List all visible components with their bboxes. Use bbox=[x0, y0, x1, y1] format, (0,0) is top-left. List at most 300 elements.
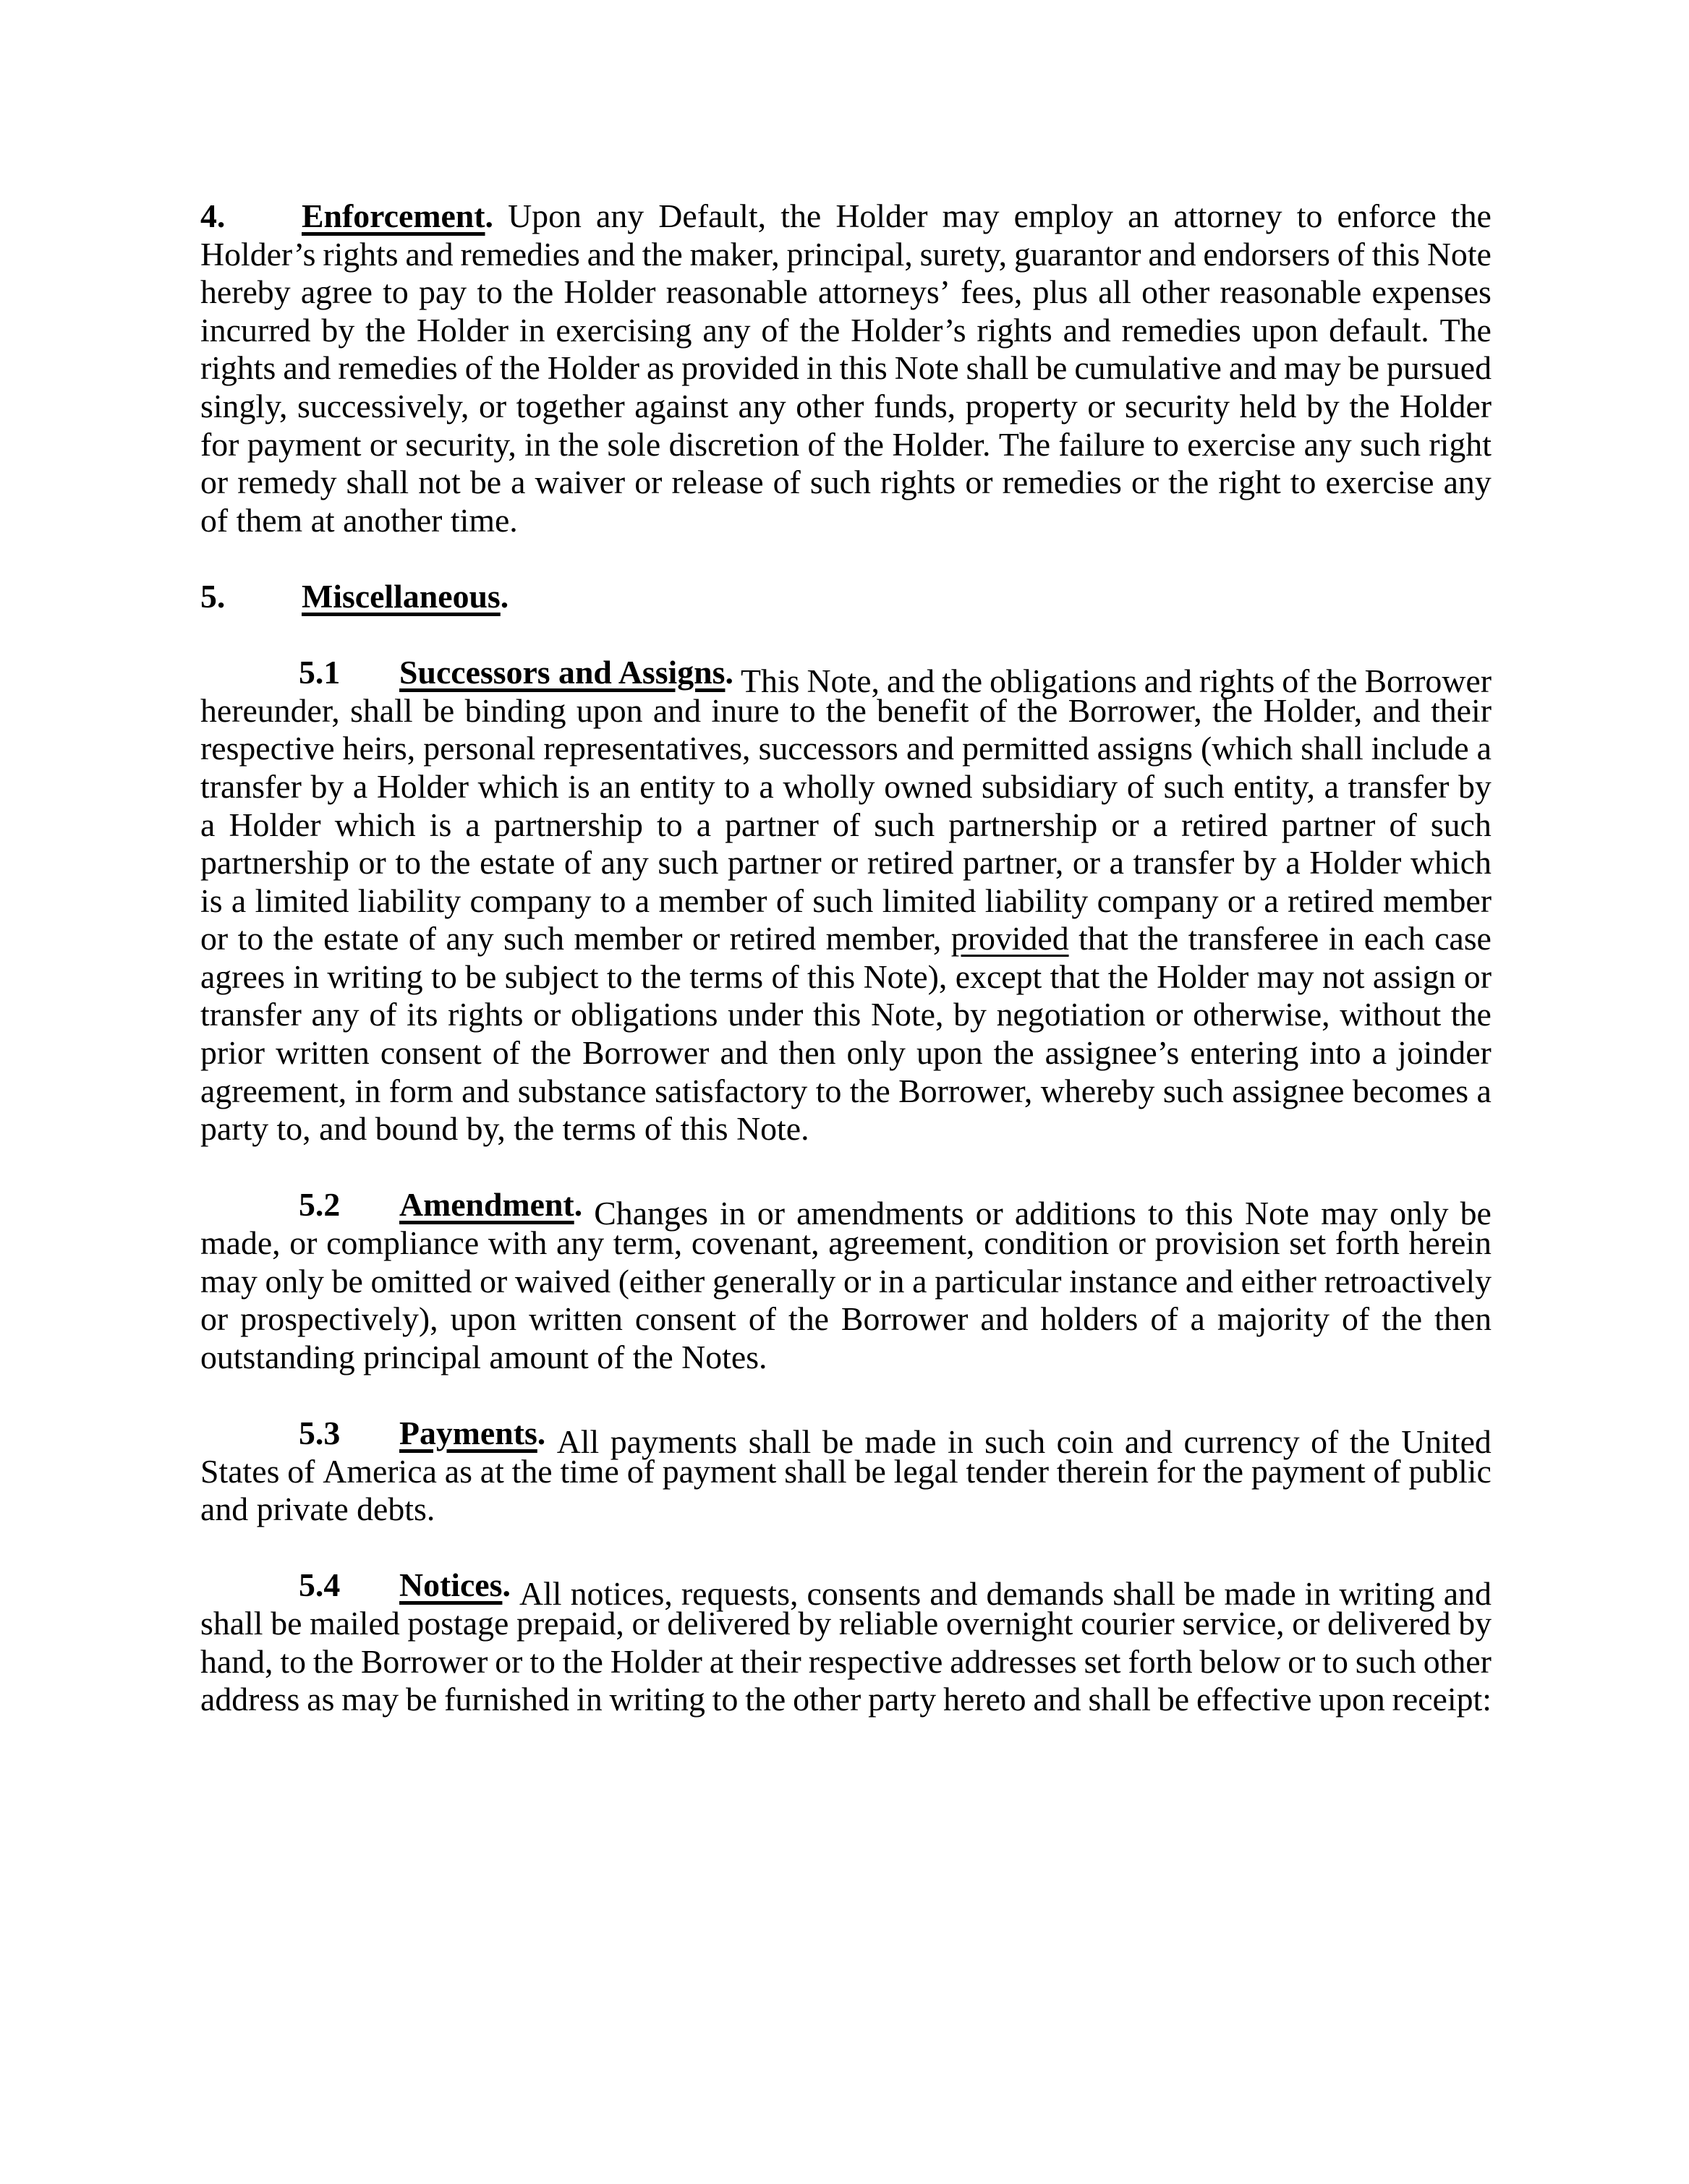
body-line bbox=[200, 1339, 1492, 1377]
word: estate bbox=[323, 920, 399, 957]
word: be bbox=[1348, 349, 1380, 387]
word: such bbox=[984, 1422, 1046, 1460]
word: right bbox=[1218, 464, 1281, 501]
word: majority bbox=[1217, 1300, 1330, 1338]
word: held bbox=[1239, 387, 1297, 425]
word: party bbox=[200, 1110, 269, 1148]
word: subsidiary bbox=[981, 767, 1118, 805]
word: rights bbox=[880, 464, 956, 501]
word: All bbox=[556, 1422, 600, 1460]
word: discretion bbox=[668, 425, 800, 463]
word: shall bbox=[966, 349, 1029, 387]
word: case bbox=[1434, 920, 1492, 957]
word: to bbox=[712, 1681, 739, 1718]
word: set bbox=[1289, 1224, 1327, 1262]
word: forth bbox=[1128, 1642, 1193, 1680]
word: a bbox=[1109, 844, 1124, 882]
section-title-wrap bbox=[399, 654, 733, 692]
word: and bbox=[587, 235, 635, 273]
word: funds, bbox=[873, 387, 956, 425]
word: permitted bbox=[962, 730, 1089, 767]
word: together bbox=[516, 387, 625, 425]
word: transfer bbox=[1348, 767, 1450, 805]
word: a bbox=[1264, 882, 1279, 919]
word: reasonable bbox=[665, 273, 808, 311]
word: the bbox=[1450, 996, 1492, 1033]
word: limited bbox=[882, 882, 977, 919]
word: attorney bbox=[1173, 197, 1282, 234]
word: whereby bbox=[1040, 1072, 1155, 1109]
section-number: 5.4 bbox=[299, 1566, 341, 1604]
word: set bbox=[1084, 1642, 1121, 1680]
word: remedies bbox=[1121, 311, 1241, 349]
word: such bbox=[812, 882, 874, 919]
word: or bbox=[533, 996, 561, 1033]
word: party bbox=[868, 1681, 937, 1718]
word: or bbox=[1111, 806, 1139, 843]
blank-line bbox=[200, 1376, 1492, 1415]
word: to bbox=[1153, 425, 1179, 463]
word: term, bbox=[613, 1224, 683, 1262]
word: terms bbox=[562, 1110, 637, 1148]
word: to bbox=[600, 882, 626, 919]
word: respective bbox=[200, 730, 335, 767]
word: payments bbox=[610, 1422, 738, 1460]
body-line bbox=[200, 844, 1492, 882]
word: each bbox=[1363, 920, 1425, 957]
word: shall bbox=[784, 1452, 847, 1490]
section-title: Payments bbox=[399, 1415, 537, 1451]
word: entity, bbox=[1233, 767, 1315, 805]
word: the bbox=[745, 1681, 786, 1718]
word: in bbox=[524, 425, 550, 463]
word: rights bbox=[200, 349, 276, 387]
word: partner bbox=[725, 806, 819, 843]
word: or bbox=[369, 425, 397, 463]
body-line bbox=[200, 273, 1492, 312]
word: form bbox=[388, 1072, 454, 1109]
section-number: 5.3 bbox=[299, 1415, 341, 1451]
word: or bbox=[358, 844, 386, 882]
word: reasonable bbox=[1220, 273, 1362, 311]
word: the bbox=[1168, 464, 1209, 501]
word: the bbox=[430, 844, 471, 882]
word: upon bbox=[1319, 1681, 1385, 1718]
word: Note bbox=[1426, 235, 1492, 273]
word: company bbox=[469, 882, 592, 919]
word: or bbox=[631, 1604, 660, 1642]
word: heirs, bbox=[342, 730, 416, 767]
word: this bbox=[839, 349, 888, 387]
word: mailed bbox=[310, 1604, 400, 1642]
word: therein bbox=[1056, 1452, 1149, 1490]
word: to bbox=[431, 957, 457, 995]
word: hereby bbox=[200, 273, 291, 311]
word: transfer bbox=[1133, 844, 1235, 882]
word: prior bbox=[200, 1034, 265, 1072]
word: incurred bbox=[200, 311, 311, 349]
word: their bbox=[740, 1642, 801, 1680]
word: the bbox=[632, 1338, 673, 1375]
word: reliable bbox=[838, 1604, 939, 1642]
word: notices, bbox=[570, 1574, 673, 1612]
word: such bbox=[1360, 425, 1421, 463]
word: All bbox=[519, 1574, 562, 1612]
indent bbox=[200, 654, 299, 692]
word: and bbox=[1228, 349, 1277, 387]
word: and bbox=[405, 235, 454, 273]
word: or bbox=[1227, 882, 1256, 919]
word: to bbox=[1147, 1195, 1174, 1232]
word: a bbox=[231, 882, 247, 919]
word: of bbox=[1342, 1300, 1370, 1338]
word: satisfactory bbox=[655, 1072, 808, 1109]
word: or bbox=[1292, 1604, 1320, 1642]
word: United bbox=[1401, 1422, 1492, 1460]
section-lead bbox=[200, 1415, 545, 1453]
word: a bbox=[696, 806, 712, 843]
word: outstanding bbox=[200, 1338, 355, 1375]
word: cumulative bbox=[1074, 349, 1222, 387]
word: The bbox=[1439, 311, 1492, 349]
word: be bbox=[822, 1422, 854, 1460]
word: written bbox=[276, 1034, 370, 1072]
word: debts. bbox=[357, 1490, 435, 1528]
word: courier bbox=[1081, 1604, 1175, 1642]
word: Holder bbox=[1309, 844, 1402, 882]
word: right bbox=[1429, 425, 1492, 463]
word: remedies bbox=[338, 349, 458, 387]
word: Borrower, bbox=[1068, 691, 1202, 729]
section-heading-line bbox=[200, 1186, 1492, 1232]
word: for bbox=[200, 425, 239, 463]
word: the bbox=[513, 273, 554, 311]
section-title-period: . bbox=[500, 577, 509, 615]
section-5-3 bbox=[200, 1415, 1492, 1529]
word: a bbox=[200, 806, 216, 843]
word: in bbox=[806, 349, 833, 387]
word: writing bbox=[1339, 1574, 1435, 1612]
word: instance bbox=[1069, 1262, 1178, 1300]
word: the bbox=[1316, 662, 1358, 699]
word: Note bbox=[894, 349, 959, 387]
word: any bbox=[738, 387, 786, 425]
word: and bbox=[1148, 235, 1196, 273]
word: consents bbox=[807, 1574, 922, 1612]
word: furnished bbox=[444, 1681, 570, 1718]
word: exercise bbox=[1325, 464, 1434, 501]
word: of bbox=[369, 996, 397, 1033]
word: member bbox=[574, 920, 683, 957]
section-title: Notices bbox=[399, 1566, 503, 1604]
word: requests, bbox=[681, 1574, 799, 1612]
word: a bbox=[1152, 806, 1168, 843]
word: remedies bbox=[1002, 464, 1122, 501]
word: limited bbox=[255, 882, 349, 919]
word: or bbox=[1072, 844, 1101, 882]
body-line bbox=[200, 502, 1492, 540]
word: the bbox=[799, 311, 841, 349]
body-line bbox=[200, 1681, 1492, 1719]
body-line bbox=[200, 692, 1492, 730]
word: by bbox=[321, 311, 355, 349]
word: of bbox=[832, 806, 861, 843]
word: Note), bbox=[863, 957, 948, 995]
word: Holder’s bbox=[200, 235, 316, 273]
word: any bbox=[600, 844, 649, 882]
word: by bbox=[798, 1604, 832, 1642]
word: another bbox=[343, 501, 443, 539]
word: of bbox=[408, 920, 437, 957]
word: Holder bbox=[563, 273, 656, 311]
word: payment bbox=[662, 1452, 777, 1490]
word: such bbox=[1355, 1642, 1416, 1680]
word: this bbox=[680, 1110, 728, 1148]
word: only bbox=[265, 1262, 324, 1300]
word: (which bbox=[1201, 730, 1293, 767]
word: which bbox=[477, 767, 559, 805]
word: of bbox=[626, 1452, 655, 1490]
word: Borrower bbox=[360, 1642, 488, 1680]
word: to bbox=[815, 1072, 842, 1109]
word: this bbox=[807, 957, 856, 995]
word: or bbox=[1155, 996, 1183, 1033]
indent bbox=[200, 1186, 299, 1224]
word: which bbox=[1410, 844, 1492, 882]
word: forth bbox=[1335, 1224, 1400, 1262]
word: or bbox=[830, 844, 859, 882]
word: or bbox=[965, 464, 993, 501]
word: of bbox=[1389, 806, 1417, 843]
word: transfer bbox=[200, 996, 302, 1033]
word: a bbox=[352, 767, 368, 805]
word: by bbox=[1458, 767, 1492, 805]
word: any bbox=[311, 996, 360, 1033]
word: and bbox=[1443, 1574, 1492, 1612]
word: agreement, bbox=[828, 1224, 975, 1262]
word: a bbox=[1190, 1300, 1205, 1338]
body-line bbox=[200, 1224, 1492, 1263]
word: of bbox=[1282, 662, 1310, 699]
word: be bbox=[422, 691, 455, 729]
word: pay bbox=[419, 273, 467, 311]
word: a bbox=[1371, 1034, 1387, 1072]
word: guarantor bbox=[1013, 235, 1141, 273]
word: and bbox=[200, 1490, 249, 1528]
word: the bbox=[1017, 691, 1058, 729]
word: or bbox=[757, 1195, 785, 1232]
word: (either bbox=[618, 1262, 705, 1300]
body-line bbox=[200, 312, 1492, 350]
body-line bbox=[200, 236, 1492, 274]
word: otherwise, bbox=[1193, 996, 1330, 1033]
word: shall bbox=[200, 1604, 263, 1642]
word: its bbox=[407, 996, 438, 1033]
word: without bbox=[1340, 996, 1442, 1033]
body-line bbox=[200, 1453, 1492, 1491]
word: successively, bbox=[297, 387, 469, 425]
word: becomes bbox=[1352, 1072, 1469, 1109]
word: that bbox=[1079, 920, 1128, 957]
word: principal bbox=[363, 1338, 481, 1375]
word: prepaid, bbox=[516, 1604, 624, 1642]
word: or bbox=[692, 920, 720, 957]
word: and bbox=[652, 691, 701, 729]
body-line bbox=[200, 349, 1492, 388]
word: property bbox=[965, 387, 1078, 425]
word: This bbox=[740, 662, 800, 699]
word: member bbox=[1382, 882, 1492, 919]
word: any bbox=[556, 1224, 605, 1262]
blank-line bbox=[200, 1529, 1492, 1567]
word: or bbox=[289, 1224, 318, 1262]
word: exercise bbox=[1187, 425, 1296, 463]
word: of bbox=[1126, 767, 1154, 805]
body-line bbox=[200, 1110, 1492, 1148]
section-5 bbox=[200, 578, 1492, 616]
word: agree bbox=[300, 273, 373, 311]
word: be bbox=[1157, 1681, 1190, 1718]
word: which bbox=[334, 806, 416, 843]
word: the bbox=[312, 1642, 354, 1680]
word: generally bbox=[712, 1262, 836, 1300]
section-lead bbox=[200, 1566, 511, 1605]
word: assignee’s bbox=[1045, 1034, 1180, 1072]
word: rights bbox=[323, 235, 399, 273]
body-line bbox=[200, 1490, 1492, 1529]
word: to bbox=[477, 273, 503, 311]
word: the bbox=[642, 235, 683, 273]
section-4 bbox=[200, 197, 1492, 539]
word: company bbox=[1097, 882, 1219, 919]
word: other bbox=[1423, 1642, 1492, 1680]
section-title-period: . bbox=[574, 1186, 583, 1224]
word: such bbox=[503, 920, 565, 957]
word: this bbox=[1185, 1195, 1233, 1232]
word: partnership bbox=[200, 844, 350, 882]
word: be bbox=[406, 1681, 438, 1718]
body-line bbox=[200, 996, 1492, 1034]
word: condition bbox=[984, 1224, 1110, 1262]
word: be bbox=[1460, 1195, 1492, 1232]
word: such bbox=[1430, 806, 1492, 843]
word: may bbox=[942, 197, 1000, 234]
word: of bbox=[464, 349, 493, 387]
word: negotiation bbox=[996, 996, 1146, 1033]
word: this bbox=[813, 996, 861, 1033]
word: exercising bbox=[556, 311, 692, 349]
word: partner bbox=[727, 844, 822, 882]
word: and bbox=[980, 1300, 1029, 1338]
blank-line bbox=[200, 539, 1492, 578]
word: and bbox=[1185, 1262, 1234, 1300]
word: a bbox=[634, 882, 650, 919]
word: rights bbox=[977, 311, 1052, 349]
word: upon bbox=[916, 1034, 983, 1072]
word: plus bbox=[1032, 273, 1088, 311]
word: the bbox=[825, 691, 867, 729]
word: respective bbox=[808, 1642, 943, 1680]
body-line bbox=[200, 768, 1492, 806]
word: assigns bbox=[1097, 730, 1193, 767]
word: a bbox=[465, 806, 480, 843]
word: the bbox=[499, 349, 540, 387]
word: to bbox=[1322, 1642, 1348, 1680]
word: joinder bbox=[1397, 1034, 1492, 1072]
word: in bbox=[354, 1072, 381, 1109]
word: of bbox=[492, 1034, 520, 1072]
word: the bbox=[1203, 1452, 1243, 1490]
word: herein bbox=[1408, 1224, 1492, 1262]
word: time bbox=[560, 1452, 619, 1490]
blank-line bbox=[200, 616, 1492, 654]
word: The bbox=[998, 425, 1051, 463]
word: or bbox=[843, 1262, 872, 1300]
word: such bbox=[874, 806, 935, 843]
word: release bbox=[671, 464, 764, 501]
section-heading-line bbox=[200, 1415, 1492, 1460]
word: under bbox=[728, 996, 804, 1033]
word: a bbox=[511, 464, 526, 501]
word: agreement, bbox=[200, 1072, 347, 1109]
word: assignee bbox=[1232, 1072, 1345, 1109]
word: written bbox=[529, 1300, 623, 1338]
word: retired bbox=[1181, 806, 1268, 843]
section-title-wrap bbox=[399, 1566, 511, 1605]
word: may bbox=[341, 1681, 399, 1718]
word: into bbox=[1309, 1034, 1361, 1072]
section-title-period: . bbox=[485, 197, 493, 234]
word: personal bbox=[423, 730, 536, 767]
word: to bbox=[789, 691, 816, 729]
word: below bbox=[1199, 1642, 1281, 1680]
word: Changes bbox=[594, 1195, 708, 1232]
word: attorneys’ bbox=[817, 273, 950, 311]
word: at bbox=[310, 501, 335, 539]
word: in bbox=[720, 1195, 746, 1232]
word: of bbox=[775, 882, 804, 919]
body-line bbox=[200, 730, 1492, 768]
word: inure bbox=[711, 691, 780, 729]
word: transferee bbox=[1188, 920, 1319, 957]
word: the bbox=[1138, 920, 1179, 957]
word: additions bbox=[1014, 1195, 1136, 1232]
word: the bbox=[788, 1300, 829, 1338]
word: the bbox=[558, 425, 600, 463]
word: or bbox=[200, 1300, 229, 1338]
word: wholly bbox=[783, 767, 875, 805]
word: as bbox=[646, 349, 675, 387]
word: member bbox=[658, 882, 767, 919]
word: partner bbox=[1281, 806, 1376, 843]
section-title: Successors and Assigns bbox=[399, 654, 726, 691]
word: shall bbox=[748, 1422, 812, 1460]
word: the bbox=[365, 311, 407, 349]
word: the bbox=[640, 957, 681, 995]
word: payment bbox=[247, 425, 362, 463]
word: endorsers bbox=[1203, 235, 1330, 273]
word: provided bbox=[681, 349, 799, 387]
section-heading-line bbox=[200, 197, 1492, 236]
word: a bbox=[759, 767, 774, 805]
word: consent bbox=[634, 1300, 736, 1338]
word: other bbox=[796, 387, 864, 425]
section-5-2 bbox=[200, 1186, 1492, 1376]
word: amendments bbox=[796, 1195, 964, 1232]
section-title-wrap bbox=[399, 1415, 545, 1453]
word: failure bbox=[1058, 425, 1145, 463]
word: the bbox=[514, 1110, 555, 1148]
